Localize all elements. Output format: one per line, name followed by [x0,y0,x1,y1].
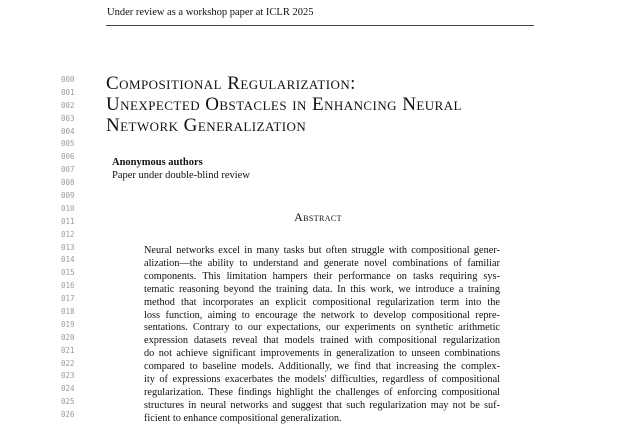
abstract-line: tematic reasoning beyond the training data. In this work, we introduce a training [144,283,500,295]
line-number: 024 [61,384,75,394]
line-number: 017 [61,294,75,304]
line-number: 005 [61,139,75,149]
title-line: Compositional Regularization: [106,73,356,94]
line-number: 006 [61,152,75,162]
abstract-line: compared to baseline models. Additionally, we find that increasing the complex- [144,361,500,373]
abstract-line: method that incorporates an explicit compositional regularization term into the [144,296,500,308]
line-number: 001 [61,87,75,97]
review-note: Paper under double-blind review [112,170,250,181]
abstract-heading: Abstract [294,210,342,224]
line-number: 009 [61,191,75,201]
line-number: 016 [61,281,75,291]
line-number: 003 [61,113,75,123]
line-number: 023 [61,371,75,381]
line-number: 014 [61,255,75,265]
abstract-line: alization—the ability to understand and generate novel combinations of familiar [144,257,500,269]
author-block [112,156,250,182]
line-number: 000 [61,75,75,84]
abstract-body [144,245,500,426]
abstract-line: structures in neural networks and suggest that such regularization may not be suf- [144,399,500,411]
line-number: 010 [61,203,75,213]
abstract-line: ity of expressions exacerbates the models' difficulties, regardless of compositional [144,374,500,386]
line-number: 004 [61,126,75,136]
line-number: 007 [61,165,75,175]
line-number: 013 [61,242,75,252]
title-line: Unexpected Obstacles in Enhancing Neural [106,94,462,115]
line-number: 025 [61,397,75,407]
author-name: Anonymous authors [112,157,203,168]
line-number: 015 [61,268,75,278]
line-number: 008 [61,178,75,188]
line-number: 012 [61,229,75,239]
abstract-line: ficient to enhance compositional generalization. [144,412,342,424]
abstract-line: Neural networks excel in many tasks but often struggle with compositional gener- [144,245,500,256]
line-numbers [61,74,85,422]
line-number: 026 [61,410,75,420]
line-number: 021 [61,345,75,355]
abstract-line: regularization. These findings highlight the challenges of enforcing compositional [144,386,500,398]
line-number: 019 [61,319,75,329]
abstract-line: components. This limitation hampers their performance on tasks requiring sys- [144,270,500,282]
paper-title [106,73,462,136]
abstract-line: loss function, aiming to encourage the network to develop compositional repre- [144,309,500,321]
abstract-line: sentations. Contrary to our expectations, our experiments on synthetic arithmetic [144,322,500,334]
line-number: 018 [61,307,75,317]
line-number: 022 [61,358,75,368]
title-line: Network Generalization [106,115,307,136]
line-number: 002 [61,100,75,110]
line-number: 020 [61,332,75,342]
abstract-line: expression datasets reveal that models trained with compositional regularization [144,335,500,347]
running-header: Under review as a workshop paper at ICLR 2025 [107,7,314,18]
abstract-line: do not achieve significant improvements in generalization to unseen combinations [144,348,500,360]
header-rule [106,25,534,26]
line-number: 011 [61,216,75,226]
